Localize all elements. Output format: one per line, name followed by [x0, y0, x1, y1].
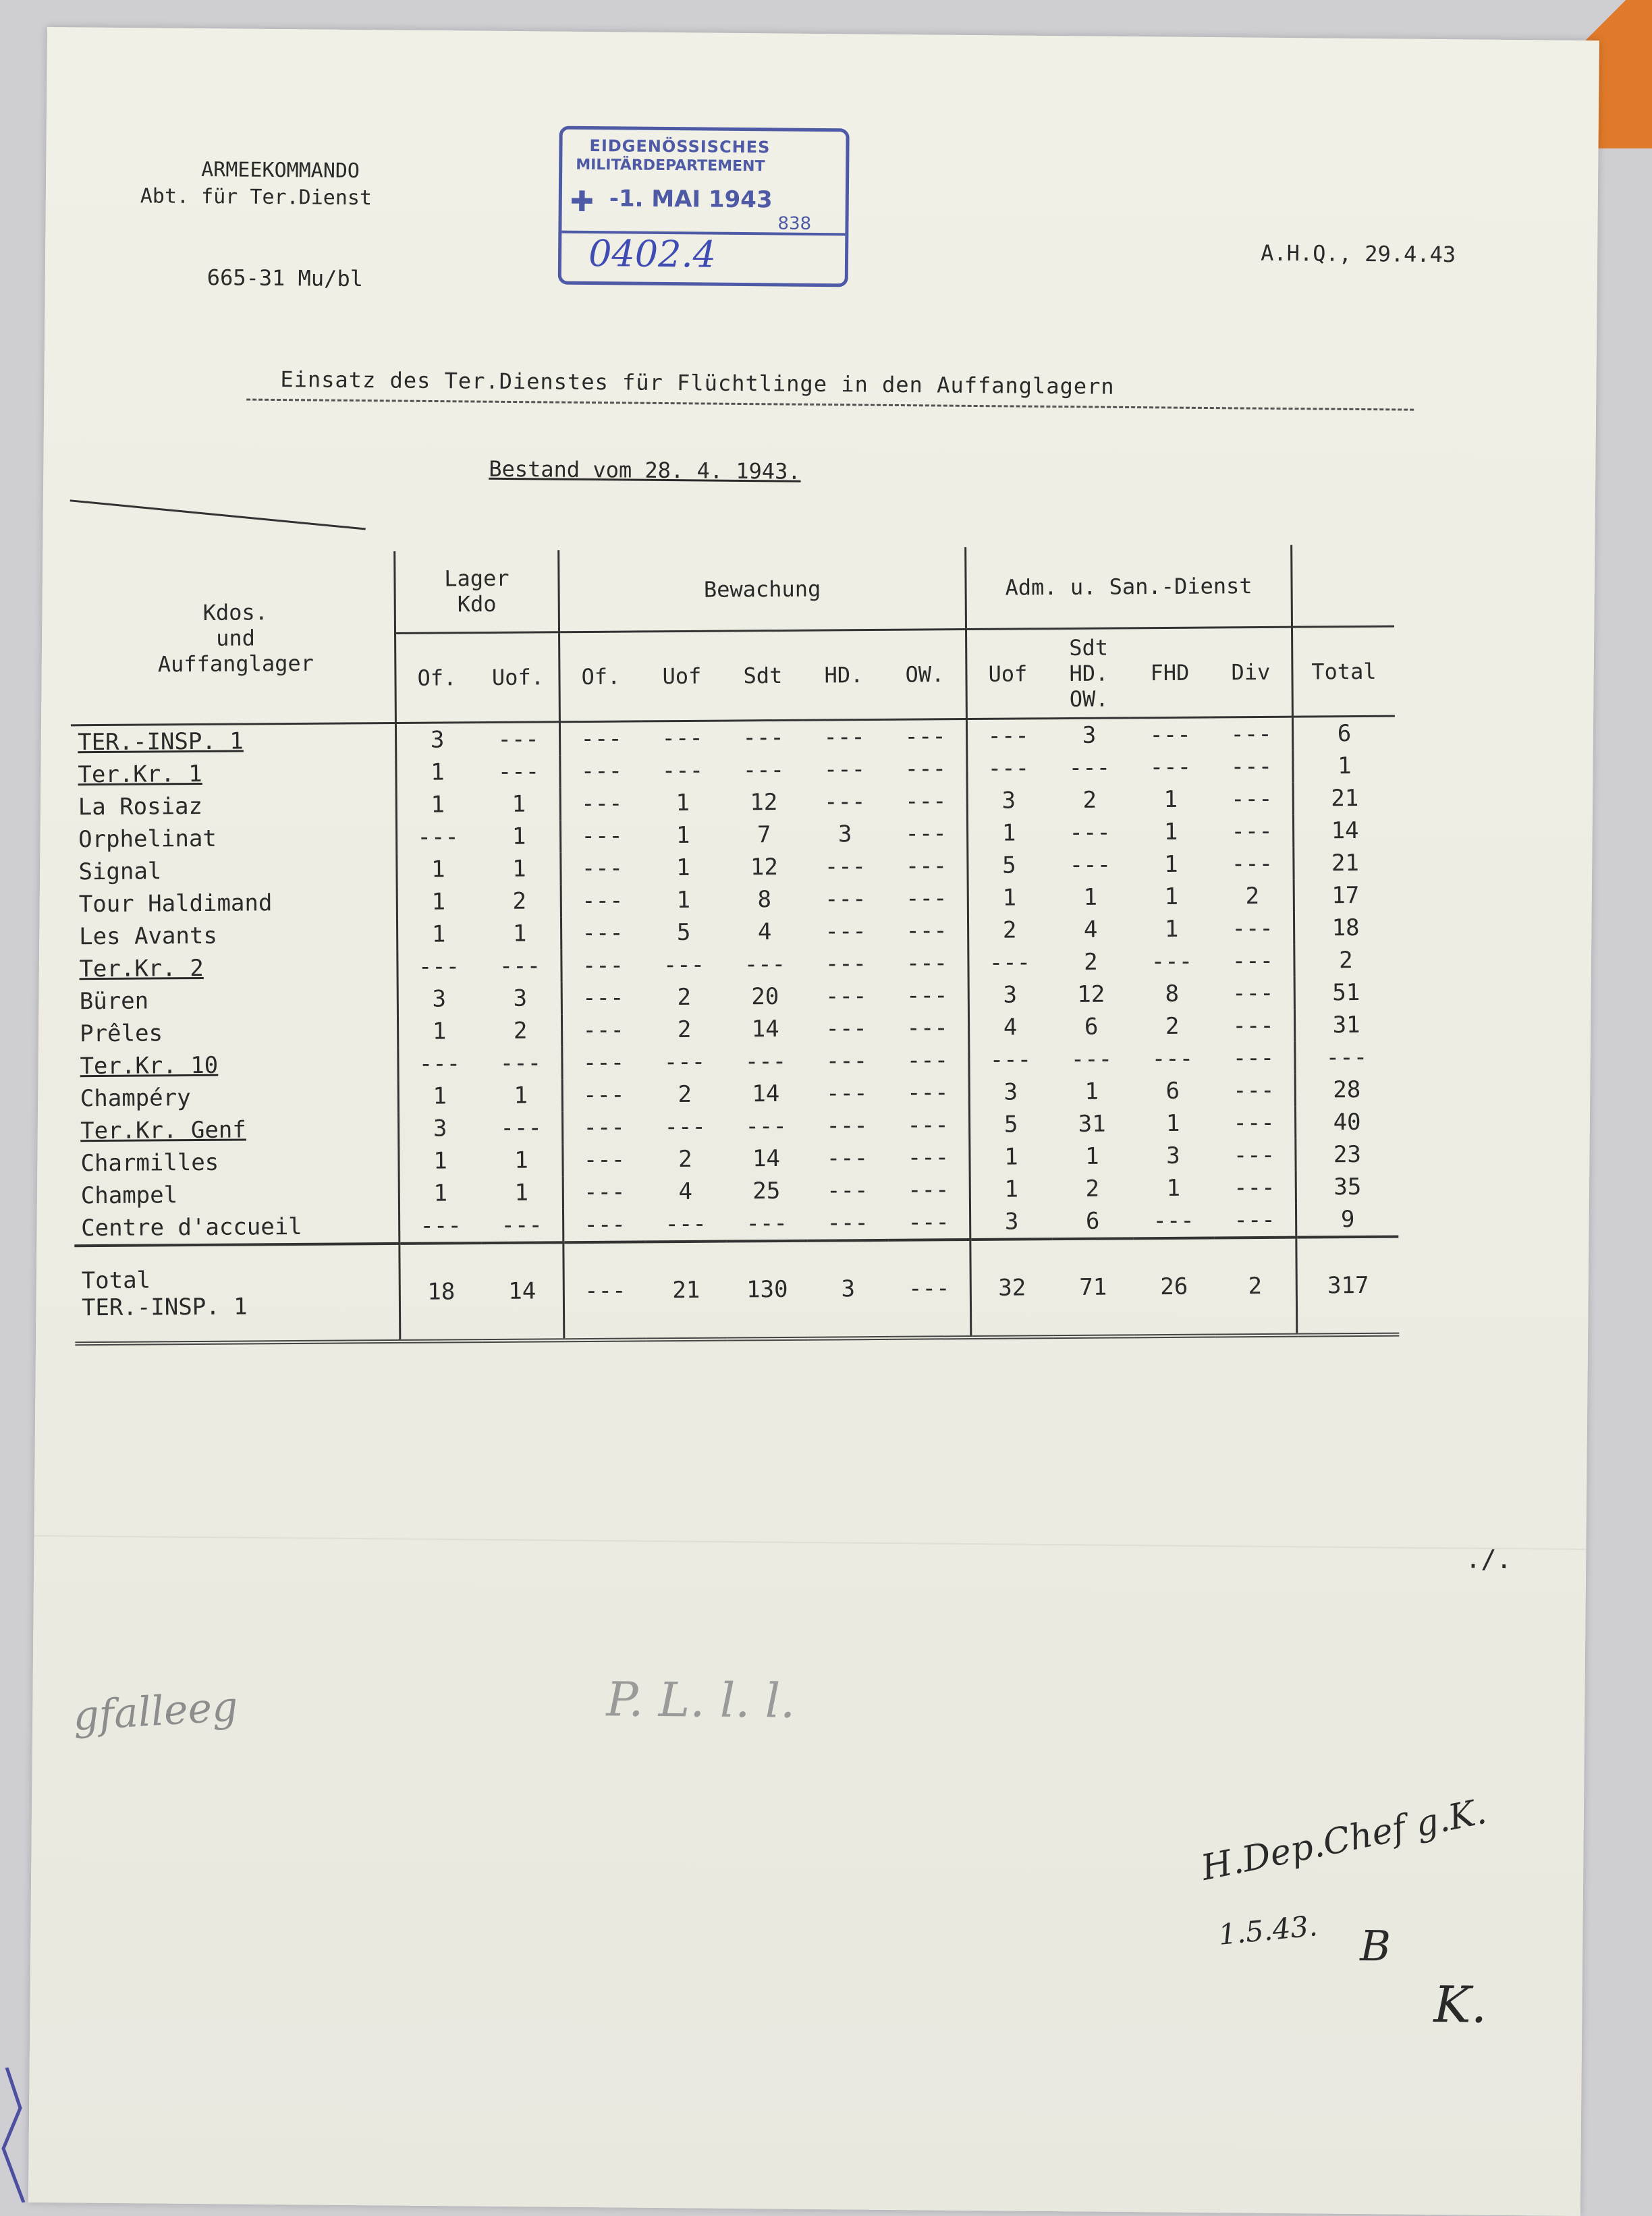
table-cell: 1 [1164, 915, 1179, 943]
table-cell: 25 [752, 1177, 781, 1205]
row-total-cell: 9 [1340, 1206, 1355, 1234]
table-cell: --- [825, 1047, 868, 1075]
column-header: Sdt [722, 630, 804, 721]
camp-label: Büren [73, 983, 398, 1018]
table-cell: 1 [478, 852, 561, 885]
section-label: Ter.Kr. 2 [72, 951, 397, 985]
table-cell: --- [826, 1112, 868, 1140]
total-cell: 32 [970, 1239, 1053, 1337]
table-cell: --- [480, 1111, 563, 1144]
table-cell: --- [825, 1015, 867, 1043]
table-cell: --- [886, 947, 968, 980]
table-cell: --- [1149, 753, 1192, 781]
table-cell: --- [885, 785, 968, 818]
row-total-cell: 1 [1338, 752, 1352, 780]
total-cell: 3 [807, 1240, 889, 1339]
table-group-header-row [70, 545, 1394, 636]
column-header: Sdt HD. OW. [1048, 628, 1130, 719]
table-cell: 2 [1165, 1012, 1180, 1041]
table-cell: --- [1212, 945, 1294, 978]
handwritten-initial-k: K. [1433, 1976, 1487, 2034]
document-subtitle: Bestand vom 28. 4. 1943. [489, 455, 801, 484]
table-cell: --- [989, 1046, 1032, 1074]
table-cell: 1 [1164, 883, 1179, 911]
table-cell: --- [885, 719, 967, 753]
table-cell: --- [989, 949, 1031, 976]
table-cell: --- [742, 756, 785, 784]
table-cell: 14 [752, 1080, 780, 1108]
table-cell: 3 [1166, 1142, 1180, 1169]
table-cell: --- [744, 950, 786, 978]
table-cell: 4 [1083, 916, 1098, 943]
table-cell: 1 [676, 821, 690, 850]
table-cell: --- [418, 953, 460, 980]
table-cell: 1 [478, 820, 561, 853]
handwritten-initial-b: B [1359, 1921, 1392, 1971]
table-cell: --- [1213, 1009, 1295, 1043]
header-rule [70, 499, 366, 530]
table-cell: --- [1153, 1207, 1194, 1235]
camp-label: Prêles [73, 1016, 398, 1050]
table-cell: --- [583, 1113, 625, 1142]
pen-scribble-mark [0, 2068, 27, 2203]
table-cell: 1 [431, 856, 445, 883]
table-cell: 3 [433, 1115, 447, 1142]
table-cell: 1 [478, 787, 561, 821]
section-label: TER.-INSP. 1 [71, 723, 396, 758]
table-cell: 4 [757, 918, 772, 946]
table-cell: 12 [750, 854, 779, 881]
table-cell: 5 [1002, 852, 1016, 879]
row-total-cell: --- [1325, 1043, 1368, 1072]
table-cell: --- [582, 1016, 624, 1045]
table-cell: --- [663, 1048, 706, 1076]
table-cell: 1 [433, 1180, 448, 1207]
table-cell: --- [1213, 1139, 1296, 1172]
table-cell: 31 [1078, 1110, 1106, 1138]
table-cell: --- [825, 982, 867, 1010]
table-cell: 3 [432, 985, 447, 1013]
table-cell: --- [665, 1210, 707, 1238]
camp-label: Champéry [74, 1080, 399, 1115]
table-cell: 6 [1085, 1207, 1100, 1235]
table-cell: --- [826, 1177, 869, 1204]
table-cell: 2 [480, 1014, 562, 1047]
table-cell: --- [582, 1049, 625, 1077]
table-cell: --- [886, 914, 968, 947]
row-total-cell: 17 [1331, 881, 1360, 910]
bleedthrough-signature: gfalleeg [72, 1683, 240, 1740]
sender-line1: ARMEEKOMMANDO [201, 157, 360, 184]
table-cell: 2 [678, 1080, 692, 1109]
continuation-mark: ./. [1465, 1544, 1512, 1575]
camp-label: Signal [72, 854, 397, 888]
column-header-total: Total [1292, 626, 1394, 717]
table-cell: 2 [1212, 880, 1294, 913]
table-cell: --- [583, 1178, 626, 1207]
table-cell: --- [823, 756, 866, 783]
table-cell: --- [887, 979, 969, 1012]
table-cell: --- [583, 1146, 626, 1174]
table-cell: --- [663, 951, 705, 979]
place-date: A.H.Q., 29.4.43 [1260, 240, 1456, 268]
corner-header: Kdos. und Auffanglager [70, 551, 395, 725]
table-cell: 2 [677, 983, 692, 1012]
table-cell: 1 [1004, 1175, 1019, 1203]
total-cell: 130 [726, 1241, 808, 1339]
table-cell: 2 [479, 885, 561, 918]
column-header: FHD [1129, 628, 1211, 718]
table-cell: 2 [677, 1016, 692, 1044]
table-cell: --- [1213, 977, 1295, 1010]
table-cell: --- [1211, 848, 1294, 881]
table-cell: 1 [433, 1082, 447, 1110]
table-cell: --- [584, 1211, 626, 1239]
table-cell: --- [888, 1173, 970, 1207]
table-cell: 3 [1004, 1208, 1019, 1236]
total-cell-grand: 317 [1296, 1237, 1400, 1335]
table-cell: 1 [480, 1144, 563, 1177]
table-cell: 4 [1003, 1014, 1018, 1041]
table-cell: 20 [751, 982, 779, 1011]
total-row-label: Total TER.-INSP. 1 [74, 1244, 400, 1344]
table-cell: 1 [481, 1176, 563, 1209]
table-cell: 1 [1002, 884, 1017, 912]
sender-line2: Abt. für Ter.Dienst [140, 184, 373, 211]
table-cell: --- [478, 722, 560, 756]
table-cell: --- [582, 984, 624, 1012]
table-cell: 1 [432, 1018, 447, 1045]
table-cell: --- [1214, 1204, 1296, 1238]
table-cell: 1 [1084, 1078, 1099, 1105]
table-cell: 3 [1003, 981, 1018, 1009]
table-cell: --- [885, 817, 968, 850]
column-header: Uof. [477, 632, 559, 723]
table-cell: 12 [750, 789, 778, 816]
table-cell: 2 [1085, 1175, 1100, 1202]
table-cell: 1 [480, 1079, 563, 1112]
column-header: HD. [803, 630, 885, 720]
row-total-cell: 23 [1333, 1140, 1362, 1169]
row-total-cell: 40 [1333, 1108, 1361, 1136]
table-cell: --- [885, 752, 967, 785]
table-cell: --- [823, 788, 866, 816]
group-header-adm: Adm. u. San.-Dienst [966, 545, 1292, 630]
stamp-line2: MILITÄRDEPARTEMENT [576, 156, 765, 175]
table-cell: --- [1211, 783, 1294, 816]
table-cell: --- [887, 1076, 970, 1109]
table-cell: 1 [1001, 819, 1016, 847]
table-cell: --- [824, 885, 866, 913]
handwritten-note-date: 1.5.43. [1217, 1908, 1319, 1951]
table-cell: --- [580, 757, 623, 785]
table-cell: 1 [1085, 1142, 1099, 1170]
table-cell: 1 [433, 1147, 447, 1175]
row-total-cell: 28 [1333, 1076, 1361, 1104]
table-cell: --- [745, 1112, 787, 1140]
table-cell: --- [580, 790, 623, 818]
table-cell: --- [417, 823, 459, 851]
table-cell: --- [1213, 1107, 1296, 1140]
stamp-line1: EIDGENÖSSISCHES [589, 136, 771, 157]
table-cell: 5 [676, 918, 691, 947]
group-header-empty [1292, 545, 1394, 628]
table-cell: --- [1069, 851, 1111, 879]
table-cell: 14 [752, 1144, 781, 1173]
total-cell: 71 [1052, 1238, 1134, 1337]
table-cell: --- [824, 853, 866, 881]
table-cell: --- [664, 1113, 706, 1141]
table-cell: 1 [676, 886, 691, 914]
table-cell: 1 [1166, 1174, 1181, 1202]
table-cell: 1 [1165, 1109, 1180, 1137]
table-cell: 14 [751, 1015, 779, 1043]
table-cell: 1 [431, 920, 446, 948]
row-total-cell: 2 [1339, 947, 1353, 974]
table-cell: 1 [431, 758, 445, 786]
camp-label: Charmilles [74, 1145, 399, 1180]
table-cell: --- [826, 1144, 869, 1172]
title-underline [246, 399, 1414, 411]
table-cell: 2 [1002, 916, 1017, 944]
table-cell: 8 [1165, 980, 1180, 1008]
row-total-cell: 14 [1331, 816, 1359, 845]
table-cell: 3 [837, 821, 852, 848]
table-cell: 3 [480, 982, 562, 1015]
table-cell: 2 [1084, 948, 1098, 976]
table-cell: 3 [1001, 787, 1016, 814]
table-cell: --- [1068, 754, 1111, 781]
total-cell: 18 [400, 1243, 483, 1341]
table-cell: 3 [430, 726, 445, 754]
sender-block [140, 156, 373, 212]
camp-label: Tour Haldimand [72, 886, 397, 920]
table-cell: --- [581, 822, 623, 850]
table-cell: --- [481, 1209, 563, 1243]
table-cell: --- [1151, 1045, 1194, 1073]
table-cell: --- [420, 1212, 462, 1240]
reference-number: 665-31 Mu/bl [206, 265, 364, 292]
table-cell: --- [887, 1141, 970, 1174]
table-cell: 1 [1164, 850, 1178, 879]
table-cell: --- [1212, 912, 1294, 945]
table-cell: --- [582, 1081, 625, 1109]
total-cell: 21 [645, 1242, 727, 1340]
total-cell: 2 [1214, 1238, 1297, 1336]
table-cell: --- [887, 1012, 969, 1045]
column-header: Of. [395, 633, 478, 723]
row-total-cell: 18 [1331, 914, 1360, 942]
table-cell: --- [744, 1047, 787, 1076]
stamp-date: -1. MAI 1943 [609, 185, 773, 214]
table-cell: 1 [1163, 818, 1178, 846]
total-cell: 14 [481, 1242, 564, 1341]
table-cell: --- [1069, 819, 1111, 846]
table-cell: 5 [1003, 1111, 1018, 1138]
section-label: Ter.Kr. Genf [74, 1113, 399, 1147]
table-cell: 7 [756, 821, 771, 849]
table-cell: --- [582, 951, 624, 980]
table-cell: 1 [1004, 1143, 1018, 1171]
camp-label: Les Avants [72, 918, 397, 953]
bleedthrough-signature-2: P. L. l. l. [606, 1671, 796, 1729]
received-stamp [558, 126, 850, 287]
table-cell: --- [746, 1209, 788, 1238]
table-cell: --- [987, 754, 1030, 782]
camp-label: La Rosiaz [72, 789, 397, 823]
swiss-cross-icon: ✚ [570, 184, 595, 219]
section-label: Ter.Kr. 10 [73, 1048, 398, 1082]
table-cell: --- [825, 918, 866, 945]
column-header: Of. [559, 632, 642, 722]
table-cell: --- [479, 949, 561, 982]
table-cell: 1 [676, 789, 690, 817]
column-header: OW. [884, 630, 966, 720]
staff-table-wrap [61, 493, 1582, 1484]
row-total-cell: 31 [1332, 1011, 1360, 1039]
table-cell: --- [478, 755, 560, 788]
table-cell: 1 [1083, 883, 1098, 911]
table-cell: --- [418, 1050, 461, 1078]
table-cell: 3 [1082, 721, 1097, 749]
row-total-cell: 35 [1333, 1173, 1362, 1201]
table-cell: --- [888, 1206, 970, 1240]
camp-label: Champel [74, 1178, 400, 1212]
table-cell: --- [825, 1080, 868, 1107]
table-cell: --- [1149, 721, 1191, 749]
table-cell: --- [1214, 1171, 1296, 1204]
table-cell: 6 [1084, 1013, 1099, 1041]
table-cell: 6 [1165, 1077, 1180, 1105]
table-cell: --- [1211, 815, 1294, 848]
table-cell: --- [661, 724, 703, 752]
table-cell: 2 [678, 1145, 692, 1173]
table-cell: 1 [479, 917, 561, 950]
handwritten-note-recipient: H.Dep.Chef g.K. [1197, 1791, 1490, 1889]
total-cell: --- [563, 1242, 646, 1340]
row-total-cell: 51 [1332, 978, 1360, 1007]
table-cell: --- [1213, 1074, 1296, 1107]
table-cell: --- [886, 882, 968, 915]
group-header-lager: Lager Kdo [395, 550, 559, 633]
table-cell: --- [887, 1109, 970, 1142]
table-cell: --- [581, 887, 624, 915]
column-header: Div [1210, 627, 1292, 717]
table-cell: 4 [678, 1178, 693, 1206]
table-cell: --- [1213, 1042, 1295, 1075]
table-cell: 1 [676, 854, 690, 882]
column-header: Uof [641, 631, 723, 721]
table-cell: --- [581, 854, 624, 883]
camp-label: Orphelinat [72, 821, 397, 856]
row-total-cell: 6 [1337, 720, 1352, 748]
table-cell: --- [827, 1209, 869, 1237]
section-label: Ter.Kr. 1 [71, 756, 396, 791]
table-cell: --- [661, 756, 704, 785]
table-cell: --- [1070, 1045, 1113, 1073]
table-cell: --- [825, 950, 867, 978]
table-cell: 1 [431, 888, 446, 916]
table-cell: 8 [757, 886, 772, 914]
table-cell: 1 [1163, 785, 1178, 814]
table-cell: 2 [1082, 786, 1097, 814]
table-cell: --- [823, 723, 865, 751]
document-page [28, 27, 1599, 2216]
table-cell: --- [580, 725, 622, 753]
table-cell: --- [887, 1044, 969, 1077]
table-cell: --- [582, 919, 624, 947]
row-total-cell: 21 [1331, 849, 1360, 877]
camp-label: Centre d'accueil [74, 1210, 400, 1246]
table-cell: --- [1211, 750, 1293, 783]
stamp-handwritten-number: 0402.4 [588, 232, 717, 276]
table-cell: --- [1151, 947, 1193, 976]
table-cell: --- [885, 850, 968, 883]
table-cell: --- [987, 722, 1029, 750]
table-cell: 3 [1003, 1078, 1018, 1106]
table-cell: --- [742, 723, 784, 752]
total-cell: 26 [1133, 1238, 1215, 1337]
table-cell: --- [1211, 717, 1293, 750]
stamp-number: 838 [777, 213, 812, 234]
row-total-cell: 21 [1331, 784, 1359, 812]
staff-table [70, 545, 1399, 1346]
column-header: Uof [966, 629, 1049, 719]
table-cell: 12 [1077, 980, 1105, 1008]
table-cell: --- [480, 1047, 562, 1080]
group-header-bewachung: Bewachung [559, 547, 966, 632]
table-cell: 1 [431, 791, 445, 819]
total-cell: --- [888, 1240, 971, 1338]
document-title: Einsatz des Ter.Dienstes für Flüchtlinge in den Auffanglagern [280, 366, 1115, 399]
paper-fold [34, 1535, 1586, 1550]
total-row [74, 1237, 1399, 1344]
